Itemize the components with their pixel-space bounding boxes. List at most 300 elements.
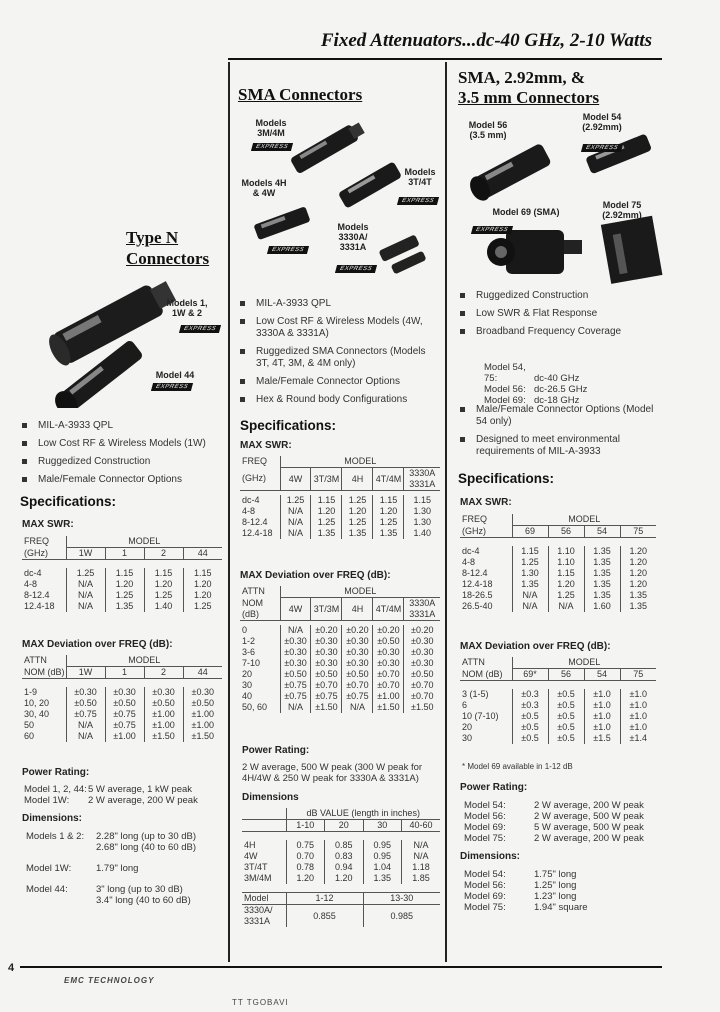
table-cell: N/A	[280, 528, 311, 539]
table-cell: 0.855	[286, 905, 363, 928]
table-header: dB VALUE (length in inches)	[286, 808, 440, 820]
column-divider-right	[445, 62, 447, 962]
table-header: 4W	[280, 598, 311, 621]
table-cell: ±0.3	[512, 700, 548, 711]
table-header: 56	[548, 526, 584, 538]
table-cell: 0.70	[286, 851, 325, 862]
table-header: NOM (dB)	[460, 669, 512, 681]
express-badge: EXPRESS	[335, 265, 377, 273]
table-cell: 8-12.4	[24, 590, 50, 600]
table-cell: ±1.50	[144, 731, 183, 742]
table-cell: ±0.70	[404, 680, 440, 691]
express-badge: EXPRESS	[151, 383, 193, 391]
sma-deviation-table	[240, 586, 440, 713]
type-n-dims-title: Dimensions:	[22, 813, 83, 824]
table-cell: ±0.50	[66, 698, 105, 709]
power-label: Model 69:	[464, 822, 506, 833]
table-cell: 60	[24, 731, 35, 741]
table-header: MODEL	[280, 586, 440, 598]
type-n-swr-title: MAX SWR:	[22, 519, 74, 530]
coverage-label: Model 54, 75:	[484, 362, 526, 384]
table-cell: 1.20	[548, 579, 584, 590]
table-cell: ±0.50	[342, 669, 373, 680]
table-cell: 18-26.5	[462, 590, 493, 600]
table-cell: 4-8	[462, 557, 476, 567]
table-cell: N/A	[66, 601, 105, 612]
table-cell: 1.30	[404, 506, 440, 517]
table-row	[22, 731, 222, 742]
table-header: 20	[325, 820, 364, 832]
list-item: Low Cost RF & Wireless Models (1W)	[20, 438, 225, 450]
table-cell: 1.18	[402, 862, 441, 873]
dim-label: Model 44:	[26, 884, 68, 895]
table-cell: 1.30	[404, 517, 440, 528]
sma-model-label-4h4w: Models 4H & 4W	[241, 178, 287, 198]
table-cell: ±1.0	[584, 700, 620, 711]
coverage-value: dc-40 GHz	[534, 373, 580, 384]
table-cell: ±0.30	[280, 636, 311, 647]
sma-model-label-3m4m: Models 3M/4M	[255, 118, 287, 138]
table-cell: ±0.75	[105, 709, 144, 720]
table-row	[240, 517, 440, 528]
table-cell: 20	[242, 669, 253, 679]
table-row	[240, 680, 440, 691]
sma-swr-table	[240, 456, 440, 539]
table-row	[240, 691, 440, 702]
table-header: 56	[548, 669, 584, 681]
table-row	[460, 601, 656, 612]
table-row	[22, 720, 222, 731]
table-cell: ±0.5	[548, 711, 584, 722]
table-cell: ±0.5	[548, 733, 584, 744]
table-cell: 1-2	[242, 636, 256, 646]
footer-rule	[20, 966, 662, 968]
table-row	[22, 709, 222, 720]
table-cell: ±0.30	[311, 658, 342, 669]
table-cell: 1.20	[373, 506, 404, 517]
table-cell: 1.20	[325, 873, 364, 884]
power-label: Model 1, 2, 44:	[24, 784, 87, 795]
table-cell: ±1.00	[144, 720, 183, 731]
table-cell: 1.15	[373, 495, 404, 506]
table-header: 44	[183, 548, 222, 560]
table-cell: 1.35	[620, 601, 656, 612]
table-header: MODEL	[512, 657, 656, 669]
dim-value: 2.68" long (40 to 60 dB)	[96, 842, 197, 853]
table-cell: ±0.20	[404, 625, 440, 636]
sma-heading: SMA Connectors	[238, 85, 363, 104]
table-cell: 6	[462, 700, 468, 710]
list-item: Ruggedized Construction	[20, 456, 225, 468]
table-header: 3330A 3331A	[404, 598, 440, 621]
table-header: NOM (dB)	[240, 598, 280, 621]
table-cell: N/A	[280, 702, 311, 713]
table-header: 69*	[512, 669, 548, 681]
table-header: 4T/4M	[373, 598, 404, 621]
table-cell: ±1.50	[404, 702, 440, 713]
table-cell: ±1.00	[144, 709, 183, 720]
power-value: 2 W average, 500 W peak	[534, 811, 644, 822]
table-cell: 0.85	[325, 840, 364, 851]
table-cell: ±0.50	[373, 636, 404, 647]
list-item: MIL-A-3933 QPL	[238, 298, 438, 310]
table-cell: ±0.30	[183, 687, 222, 698]
table-cell: 1.20	[620, 579, 656, 590]
power-value: 2 W average, 200 W peak	[88, 795, 198, 806]
table-header: 54	[584, 526, 620, 538]
table-cell: ±0.75	[66, 709, 105, 720]
page-title: Fixed Attenuators...dc-40 GHz, 2-10 Watts	[320, 30, 652, 51]
power-value: 2 W average, 200 W peak	[534, 833, 644, 844]
table-cell: ±1.0	[620, 722, 656, 733]
table-cell: ±0.50	[183, 698, 222, 709]
sma-model-label-3t4t: Models 3T/4T	[404, 167, 436, 187]
sma-feature-list	[238, 298, 438, 412]
dim-value: 3.4" long (40 to 60 dB)	[96, 895, 191, 906]
table-cell: 1.35	[584, 579, 620, 590]
table-row	[22, 698, 222, 709]
table-cell: 1.60	[584, 601, 620, 612]
sma292-heading-line2: 3.5 mm Connectors	[458, 88, 600, 107]
table-cell: ±0.3	[512, 689, 548, 700]
table-header: ATTN	[462, 657, 485, 668]
sma292-feature-list-2	[458, 404, 658, 464]
type-n-heading	[126, 227, 209, 269]
list-item: Male/Female Connector Options	[20, 474, 225, 486]
table-row	[240, 669, 440, 680]
type-n-power-ratings	[24, 784, 198, 806]
table-cell: 4W	[244, 851, 258, 861]
table-cell: 0.83	[325, 851, 364, 862]
table-cell: 30	[462, 733, 473, 743]
table-cell: 1.15	[183, 568, 222, 579]
table-row	[240, 506, 440, 517]
table-row	[242, 905, 440, 928]
table-cell: 0.985	[363, 905, 440, 928]
table-row	[242, 851, 440, 862]
column-divider-left	[228, 62, 230, 962]
table-cell: 12.4-18	[242, 528, 273, 538]
table-header: MODEL	[512, 514, 656, 526]
table-cell: ±0.20	[342, 625, 373, 636]
table-header: 2	[144, 667, 183, 679]
dim-label: Model 1W:	[26, 863, 72, 874]
power-label: Model 54:	[464, 800, 506, 811]
table-cell: 3 (1-5)	[462, 689, 489, 699]
list-item: Ruggedized Construction	[458, 290, 658, 302]
list-item: MIL-A-3933 QPL	[20, 420, 225, 432]
table-cell: dc-4	[24, 568, 42, 578]
table-row	[22, 687, 222, 698]
type-n-swr-table	[22, 536, 222, 612]
sma292-power-title: Power Rating:	[460, 782, 528, 793]
sma-dimensions-table	[242, 808, 440, 927]
table-cell: 1.20	[286, 873, 325, 884]
table-cell: 20	[462, 722, 473, 732]
dim-value: 1.25" long	[534, 880, 577, 891]
table-cell: ±1.00	[183, 720, 222, 731]
list-item: Male/Female Connector Options (Model 54 only)	[458, 404, 658, 428]
table-cell: ±1.00	[105, 731, 144, 742]
table-cell: N/A	[402, 840, 441, 851]
table-header: ATTN	[242, 586, 265, 597]
table-cell: ±1.5	[584, 733, 620, 744]
table-header: 4T/4M	[373, 468, 404, 491]
table-cell: ±0.70	[373, 680, 404, 691]
sma292-dimensions	[464, 869, 588, 913]
power-value: 5 W average, 500 W peak	[534, 822, 644, 833]
dim-value: 1.94" square	[534, 902, 588, 913]
table-header: FREQ	[462, 514, 488, 525]
table-cell: 1.04	[363, 862, 402, 873]
table-cell: N/A	[66, 579, 105, 590]
table-cell: N/A	[548, 601, 584, 612]
power-label: Model 75:	[464, 833, 506, 844]
table-cell: 10 (7-10)	[462, 711, 499, 721]
table-header: 1	[105, 548, 144, 560]
table-cell: 1.25	[280, 495, 311, 506]
table-cell: 1.35	[363, 873, 402, 884]
table-cell: 1.35	[620, 590, 656, 601]
table-cell: ±0.5	[512, 733, 548, 744]
table-cell: ±1.50	[373, 702, 404, 713]
table-cell: ±0.20	[373, 625, 404, 636]
table-cell: 8-12.4	[242, 517, 268, 527]
table-row	[460, 700, 656, 711]
table-header: 1	[105, 667, 144, 679]
dim-value: 3" long (up to 30 dB)	[96, 884, 183, 895]
table-cell: 1.25	[342, 517, 373, 528]
table-header: 2	[144, 548, 183, 560]
table-cell: ±0.30	[105, 687, 144, 698]
table-cell: 1.15	[144, 568, 183, 579]
table-cell: ±1.0	[620, 711, 656, 722]
table-cell: 3-6	[242, 647, 256, 657]
table-cell: N/A	[280, 506, 311, 517]
sma292-heading	[458, 68, 599, 108]
table-cell: 1.25	[105, 590, 144, 601]
table-cell: ±0.30	[311, 647, 342, 658]
table-cell: N/A	[512, 601, 548, 612]
table-cell: N/A	[280, 517, 311, 528]
table-row	[22, 568, 222, 579]
table-row	[240, 647, 440, 658]
table-header: (GHz)	[460, 526, 512, 538]
table-row	[240, 636, 440, 647]
table-cell: ±0.30	[404, 636, 440, 647]
dim-label: Model 69:	[464, 891, 506, 902]
table-header: FREQ	[24, 536, 50, 547]
table-cell: ±0.20	[311, 625, 342, 636]
table-cell: ±0.50	[404, 669, 440, 680]
table-cell: ±0.50	[280, 669, 311, 680]
list-item: Designed to meet environmental requirements of MIL-A-3933	[458, 434, 658, 458]
sma292-deviation-table	[460, 657, 656, 744]
table-row	[22, 579, 222, 590]
table-cell: 0.95	[363, 851, 402, 862]
table-header: 13-30	[363, 893, 440, 905]
table-cell: ±0.30	[342, 658, 373, 669]
coverage-label: Model 56:	[484, 384, 526, 395]
table-header: ATTN	[24, 655, 47, 666]
table-cell: ±1.0	[584, 711, 620, 722]
table-cell: ±0.50	[105, 698, 144, 709]
page-number: 4	[8, 962, 15, 974]
table-cell: 1.20	[620, 546, 656, 557]
table-row	[460, 733, 656, 744]
table-row	[460, 711, 656, 722]
sma292-model-label-54: Model 54 (2.92mm)	[582, 112, 622, 132]
table-cell: 4-8	[242, 506, 256, 516]
table-row	[22, 590, 222, 601]
express-badge: EXPRESS	[267, 246, 309, 254]
table-cell: N/A	[66, 590, 105, 601]
table-cell: 1.15	[311, 495, 342, 506]
table-cell: 1.20	[311, 506, 342, 517]
table-header: 75	[620, 669, 656, 681]
table-cell: 30	[242, 680, 253, 690]
table-cell: 1.15	[105, 568, 144, 579]
sma292-dims-title: Dimensions:	[460, 851, 521, 862]
table-cell: 50, 60	[242, 702, 268, 712]
dim-value: 1.75" long	[534, 869, 577, 880]
table-cell: 12.4-18	[462, 579, 493, 589]
table-cell: N/A	[402, 851, 441, 862]
table-cell: ±0.50	[144, 698, 183, 709]
table-header: 3T/3M	[311, 598, 342, 621]
table-header: 1W	[66, 548, 105, 560]
table-cell: ±0.30	[404, 647, 440, 658]
table-cell: ±1.0	[584, 689, 620, 700]
table-header: 4W	[280, 468, 311, 491]
table-row	[460, 568, 656, 579]
table-cell: 1.35	[584, 557, 620, 568]
list-item: Low SWR & Flat Response	[458, 308, 658, 320]
table-cell: 3M/4M	[244, 873, 272, 883]
type-n-feature-list	[20, 420, 225, 492]
coverage-value: dc-26.5 GHz	[534, 384, 588, 395]
table-cell: ±0.30	[280, 658, 311, 669]
type-n-model-label-2: Model 44	[155, 370, 195, 380]
table-cell: ±0.75	[342, 691, 373, 702]
table-header: 3T/3M	[311, 468, 342, 491]
table-cell: ±0.5	[548, 689, 584, 700]
type-n-deviation-table	[22, 655, 222, 742]
sma-model-label-3330a: Models 3330A/ 3331A	[337, 222, 369, 252]
table-cell: 26.5-40	[462, 601, 493, 611]
power-value: 2 W average, 200 W peak	[534, 800, 644, 811]
table-cell: ±0.30	[311, 636, 342, 647]
table-header: 1-10	[286, 820, 325, 832]
table-row	[460, 557, 656, 568]
table-cell: N/A	[66, 731, 105, 742]
type-n-model-label-1: Models 1, 1W & 2	[166, 298, 208, 318]
table-header: (GHz)	[240, 468, 280, 491]
table-cell: 1.15	[548, 568, 584, 579]
table-header: 75	[620, 526, 656, 538]
table-header: Model	[242, 893, 286, 905]
table-cell: ±0.30	[342, 647, 373, 658]
table-header: 44	[183, 667, 222, 679]
dim-value: 1.79" long	[96, 863, 139, 874]
table-row	[242, 840, 440, 851]
table-header: 1W	[66, 667, 105, 679]
table-cell: ±1.0	[584, 722, 620, 733]
table-cell: ±0.30	[280, 647, 311, 658]
table-cell: 1.35	[342, 528, 373, 539]
table-cell: dc-4	[462, 546, 480, 556]
table-cell: 1.40	[144, 601, 183, 612]
dim-label: Model 75:	[464, 902, 506, 913]
table-cell: 1.15	[404, 495, 440, 506]
table-cell: 8-12.4	[462, 568, 488, 578]
table-header: 4H	[342, 468, 373, 491]
table-row	[460, 579, 656, 590]
coverage-value: dc-18 GHz	[534, 395, 580, 406]
table-cell: ±1.50	[183, 731, 222, 742]
table-cell: ±1.4	[620, 733, 656, 744]
table-cell: 0.75	[286, 840, 325, 851]
table-row	[460, 590, 656, 601]
table-cell: ±1.50	[311, 702, 342, 713]
sma292-power-ratings	[464, 800, 644, 844]
table-cell: 1.20	[620, 568, 656, 579]
table-cell: 1.35	[373, 528, 404, 539]
sma292-feature-list	[458, 290, 658, 344]
table-header: 69	[512, 526, 548, 538]
coverage-label: Model 69:	[484, 395, 526, 406]
list-item: Low Cost RF & Wireless Models (4W, 3330A & 3331A)	[238, 316, 438, 340]
dim-value: 1.23" long	[534, 891, 577, 902]
table-row	[240, 625, 440, 636]
table-cell: ±0.30	[66, 687, 105, 698]
table-header: (GHz)	[22, 548, 66, 560]
sma-power-rating: 2 W average, 500 W peak (300 W peak for 4H/4W & 250 W peak for 3330A & 3331A)	[242, 762, 423, 784]
table-row	[240, 702, 440, 713]
table-cell: ±0.30	[342, 636, 373, 647]
table-cell: ±1.00	[373, 691, 404, 702]
table-cell: N/A	[280, 625, 311, 636]
list-item: Male/Female Connector Options	[238, 376, 438, 388]
express-badge: EXPRESS	[179, 325, 221, 333]
sma292-model-label-56: Model 56 (3.5 mm)	[468, 120, 508, 140]
table-cell: 1.20	[183, 579, 222, 590]
type-n-heading-line1: Type N	[126, 228, 179, 247]
footer-brand: EMC TECHNOLOGY	[64, 976, 155, 985]
table-row	[22, 601, 222, 612]
table-cell: 1.10	[548, 557, 584, 568]
table-cell: 1.10	[548, 546, 584, 557]
table-cell: ±0.30	[144, 687, 183, 698]
dim-value: 2.28" long (up to 30 dB)	[96, 831, 197, 842]
table-header: 3330A 3331A	[404, 468, 440, 491]
table-cell: ±0.75	[280, 680, 311, 691]
table-cell: 40	[242, 691, 253, 701]
table-cell: ±1.0	[620, 700, 656, 711]
express-badge: EXPRESS	[251, 143, 293, 151]
table-cell: ±0.30	[373, 647, 404, 658]
dim-label: Models 1 & 2:	[26, 831, 85, 842]
table-row	[460, 546, 656, 557]
table-cell: ±1.00	[183, 709, 222, 720]
table-cell: N/A	[342, 702, 373, 713]
power-label: Model 56:	[464, 811, 506, 822]
type-n-heading-line2: Connectors	[126, 249, 210, 268]
table-cell: 1.35	[311, 528, 342, 539]
table-cell: ±0.70	[373, 669, 404, 680]
table-cell: ±0.75	[105, 720, 144, 731]
table-row	[242, 862, 440, 873]
